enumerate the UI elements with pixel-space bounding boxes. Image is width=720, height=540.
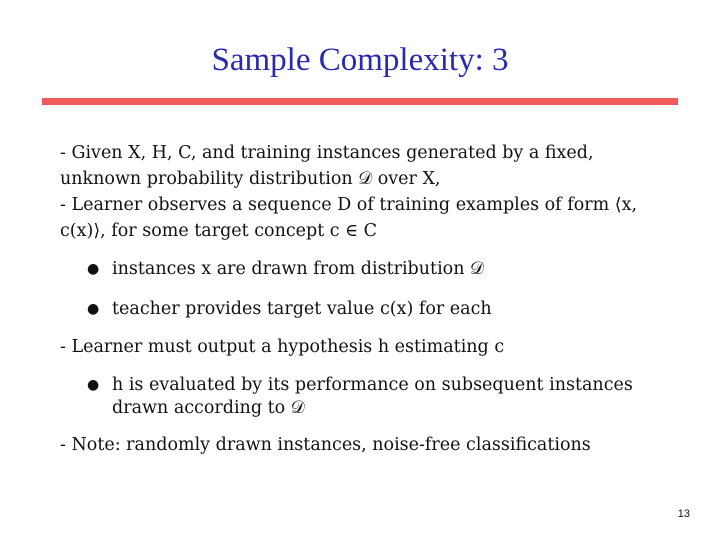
bullet-list-1 [60, 256, 670, 322]
paragraph-note: - Note: randomly drawn instances, noise-free classifications [60, 435, 591, 455]
bullet-item-instances [60, 256, 670, 282]
bullet-text: teacher provides target value c(x) for each [112, 299, 492, 319]
bullet-dot-icon: ● [87, 261, 100, 277]
bullet-text: h is evaluated by its performance on subsequent instances drawn according to 𝒟 [112, 375, 633, 418]
bullet-item-teacher [60, 296, 670, 322]
slide-title: Sample Complexity: 3 [211, 42, 509, 78]
slide-body [60, 140, 670, 458]
paragraph-learner-output: - Learner must output a hypothesis h estimating c [60, 337, 505, 357]
bullet-dot-icon: ● [87, 377, 100, 393]
title-underline [42, 98, 678, 105]
paragraph-given: - Given X, H, C, and training instances generated by a fixed, unknown probability distribution 𝒟 over X, [60, 143, 594, 189]
bullet-list-2 [60, 374, 670, 420]
bullet-text: instances x are drawn from distribution 𝒟 [112, 259, 484, 279]
paragraph-learner-observes: - Learner observes a sequence D of training examples of form ⟨x, c(x)⟩, for some target concept c ∈ C [60, 195, 638, 241]
bullet-dot-icon: ● [87, 301, 100, 317]
page-number: 13 [677, 508, 690, 520]
bullet-item-evaluated [60, 374, 670, 420]
